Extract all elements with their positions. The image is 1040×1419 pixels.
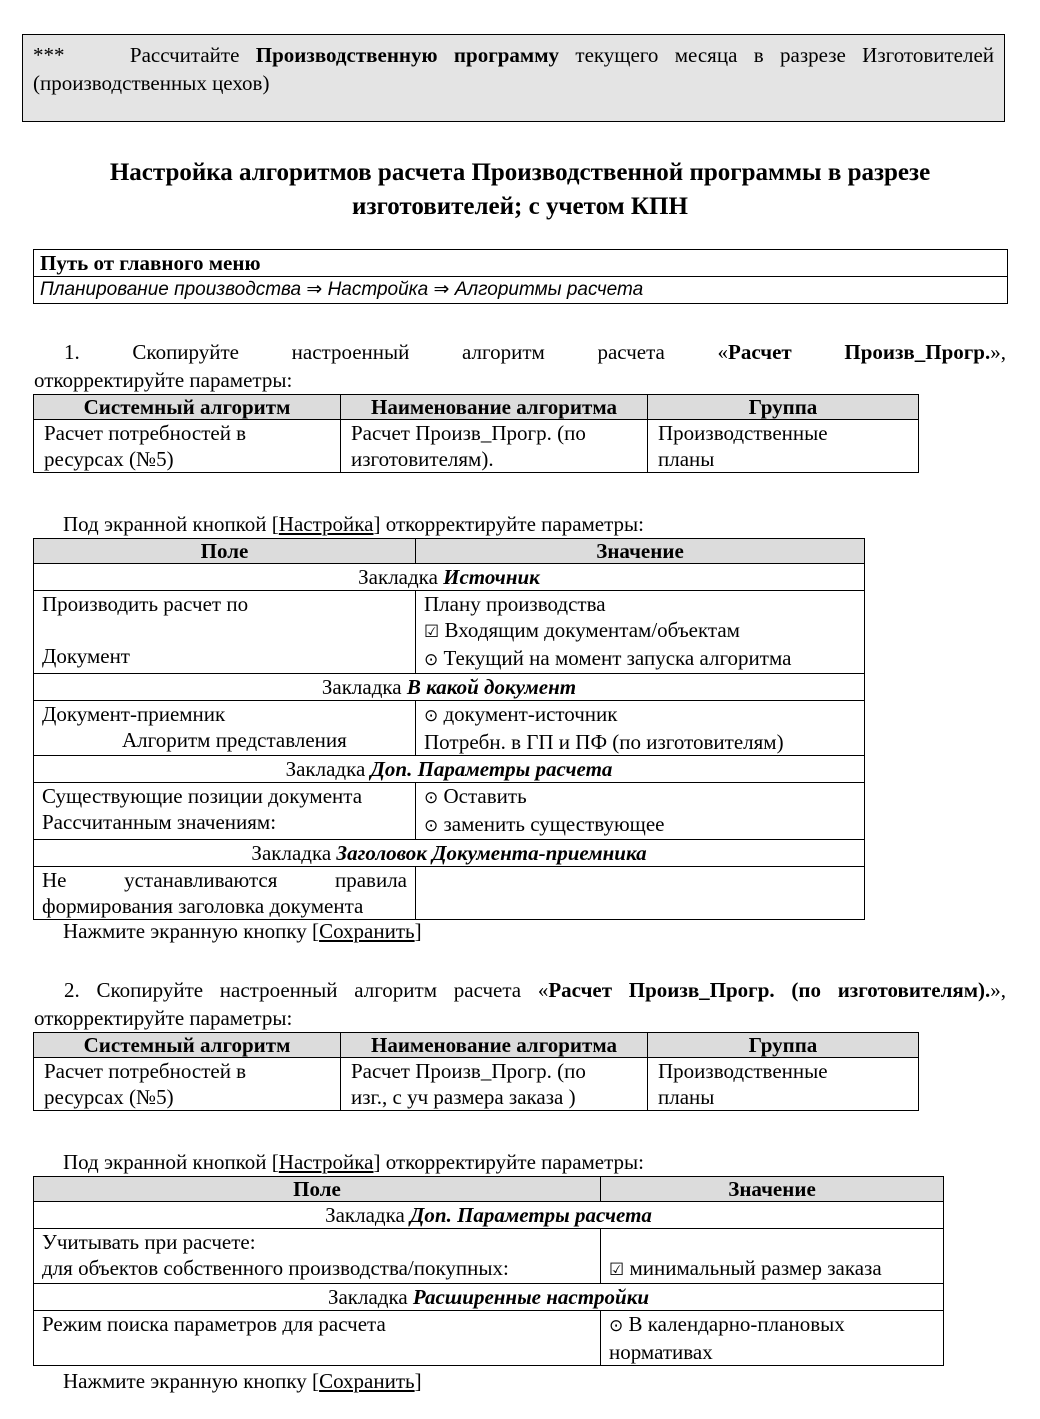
save-post: ] — [414, 919, 422, 943]
step2-num: 2. — [64, 978, 80, 1002]
save-post: ] — [414, 1369, 422, 1393]
value-cell — [601, 1229, 944, 1284]
field-label: Документ — [42, 644, 130, 668]
radio-selected-icon[interactable]: ⊙ — [424, 706, 439, 726]
arrow-icon: ⇒ — [306, 279, 323, 300]
section-word: Закладка — [325, 1203, 405, 1227]
menu-path-table — [33, 249, 1008, 304]
radio-selected-icon[interactable]: ⊙ — [424, 650, 439, 670]
field-label: Алгоритм представления — [122, 728, 347, 752]
field-label: Учитывать при расчете: — [42, 1230, 256, 1254]
radio-selected-icon[interactable]: ⊙ — [609, 1316, 624, 1336]
menu-path-3: Алгоритмы расчета — [454, 279, 644, 300]
table-cell: Производственные планы — [648, 1058, 919, 1111]
page-title — [30, 156, 1010, 224]
radio-selected-icon[interactable]: ⊙ — [424, 788, 439, 808]
step1-num: 1. — [64, 340, 80, 364]
title-line1: Настройка алгоритмов расчета Производственной программы в разрезе — [109, 159, 931, 186]
col-header: Группа — [648, 1033, 919, 1058]
step2-text — [34, 976, 1006, 1032]
value-cell — [601, 1311, 944, 1366]
col-header: Системный алгоритм — [34, 1033, 341, 1058]
task-box — [22, 34, 1005, 122]
value-text: минимальный размер заказа — [629, 1256, 882, 1280]
menu-path-2: Настройка — [327, 279, 429, 300]
task-text — [33, 41, 994, 97]
field-label: Документ-приемник — [42, 702, 226, 726]
col-header: Группа — [648, 395, 919, 420]
step1-algorithm-table — [33, 394, 919, 473]
section-word: Закладка — [285, 757, 366, 781]
section-word: Закладка — [358, 565, 438, 589]
step1-bold: Расчет Произв_Прогр. — [728, 340, 991, 364]
save-pre: Нажмите экранную кнопку [ — [63, 1369, 320, 1393]
section-word: Закладка — [251, 841, 332, 865]
arrow-icon: ⇒ — [433, 279, 450, 300]
menu-path-1: Планирование производства — [40, 279, 302, 300]
task-suffix: текущего месяца в разрезе Изготовителей (производственных цехов) — [33, 43, 995, 95]
section-name: Доп. Параметры расчета — [370, 757, 613, 781]
col-header: Значение — [601, 1177, 944, 1202]
col-header: Системный алгоритм — [34, 395, 341, 420]
section-row — [34, 756, 865, 783]
value-text: Плану производства — [424, 592, 606, 616]
field-cell: Не устанавливаются правила формирования заголовка документа — [34, 867, 416, 920]
section-row — [34, 1202, 944, 1229]
task-prefix: Рассчитайте — [129, 43, 240, 67]
step2-settings-table — [33, 1176, 944, 1366]
step2-algorithm-table — [33, 1032, 919, 1111]
save-button-label[interactable]: Сохранить — [319, 1369, 415, 1393]
field-cell: Режим поиска параметров для расчета — [34, 1311, 601, 1366]
table-cell: Расчет Произв_Прогр. (по изготовителям). — [341, 420, 648, 473]
task-stars: *** — [33, 43, 65, 67]
section-name: Заголовок Документа-приемника — [336, 841, 647, 865]
section-row — [34, 674, 865, 701]
value-text: Входящим документам/объектам — [444, 618, 740, 642]
field-label: Существующие позиции документа — [42, 784, 363, 808]
table-cell: Производственные планы — [648, 420, 919, 473]
step1-settings-table — [33, 538, 865, 920]
section-row — [34, 840, 865, 867]
step1-line1 — [34, 338, 1006, 366]
value-text: Оставить — [443, 784, 527, 808]
step2-text-a: Скопируйте настроенный алгоритм расчета « — [96, 978, 549, 1002]
section-row — [34, 564, 865, 591]
checkbox-checked-icon[interactable]: ☑ — [609, 1260, 625, 1280]
field-cell — [34, 783, 416, 840]
section-name: Доп. Параметры расчета — [410, 1203, 652, 1227]
step2-settings-intro — [63, 1148, 644, 1176]
value-cell — [416, 783, 865, 840]
field-label: Производить расчет по — [42, 592, 249, 616]
save-pre: Нажмите экранную кнопку [ — [63, 919, 320, 943]
col-header: Значение — [416, 539, 865, 564]
section-name: Расширенные настройки — [412, 1285, 650, 1309]
table-cell: Расчет потребностей в ресурсах (№5) — [34, 1058, 341, 1111]
settings-pre: Под экранной кнопкой [ — [63, 1150, 279, 1174]
step1-text-a: Скопируйте настроенный алгоритм расчета « — [132, 340, 728, 364]
section-name: В какой документ — [406, 675, 577, 699]
settings-button-label[interactable]: Настройка — [278, 512, 374, 536]
radio-selected-icon[interactable]: ⊙ — [424, 816, 439, 836]
field-cell — [34, 591, 416, 674]
field-label: для объектов собственного производства/покупных: — [42, 1256, 509, 1280]
settings-post: ] откорректируйте параметры: — [373, 1150, 645, 1174]
title-line2: изготовителей; с учетом КПН — [352, 193, 688, 220]
checkbox-checked-icon[interactable]: ☑ — [424, 622, 440, 642]
menu-path — [34, 277, 1008, 304]
menu-path-header: Путь от главного меню — [34, 250, 1008, 277]
step1-line2: откорректируйте параметры: — [34, 368, 293, 392]
step2-bold: Расчет Произв_Прогр. (по изготовителям). — [548, 978, 991, 1002]
value-text: Потребн. в ГП и ПФ (по изготовителям) — [424, 730, 784, 754]
step2-save-note — [63, 1367, 422, 1395]
section-name: Источник — [443, 565, 540, 589]
value-text: документ-источник — [443, 702, 618, 726]
section-row — [34, 1284, 944, 1311]
table-cell: Расчет потребностей в ресурсах (№5) — [34, 420, 341, 473]
value-cell — [416, 867, 865, 920]
col-header: Наименование алгоритма — [341, 1033, 648, 1058]
step2-text-b: », откорректируйте параметры: — [34, 978, 1007, 1030]
settings-post: ] откорректируйте параметры: — [373, 512, 645, 536]
settings-pre: Под экранной кнопкой [ — [63, 512, 279, 536]
value-text: Текущий на момент запуска алгоритма — [443, 646, 792, 670]
field-cell — [34, 701, 416, 756]
task-bold: Производственную программу — [255, 43, 560, 67]
step1-save-note — [63, 917, 422, 945]
col-header: Наименование алгоритма — [341, 395, 648, 420]
step1-text-b: », — [990, 340, 1006, 364]
settings-button-label[interactable]: Настройка — [278, 1150, 374, 1174]
save-button-label[interactable]: Сохранить — [319, 919, 415, 943]
col-header: Поле — [34, 1177, 601, 1202]
value-cell — [416, 701, 865, 756]
field-cell — [34, 1229, 601, 1284]
value-text: заменить существующее — [443, 812, 665, 836]
table-cell: Расчет Произв_Прогр. (по изг., с уч размера заказа ) — [341, 1058, 648, 1111]
step1-settings-intro — [63, 510, 644, 538]
value-text: В календарно-плановых нормативах — [609, 1312, 845, 1364]
section-word: Закладка — [327, 1285, 408, 1309]
field-label: Рассчитанным значениям: — [42, 810, 277, 834]
value-cell — [416, 591, 865, 674]
col-header: Поле — [34, 539, 416, 564]
section-word: Закладка — [321, 675, 402, 699]
